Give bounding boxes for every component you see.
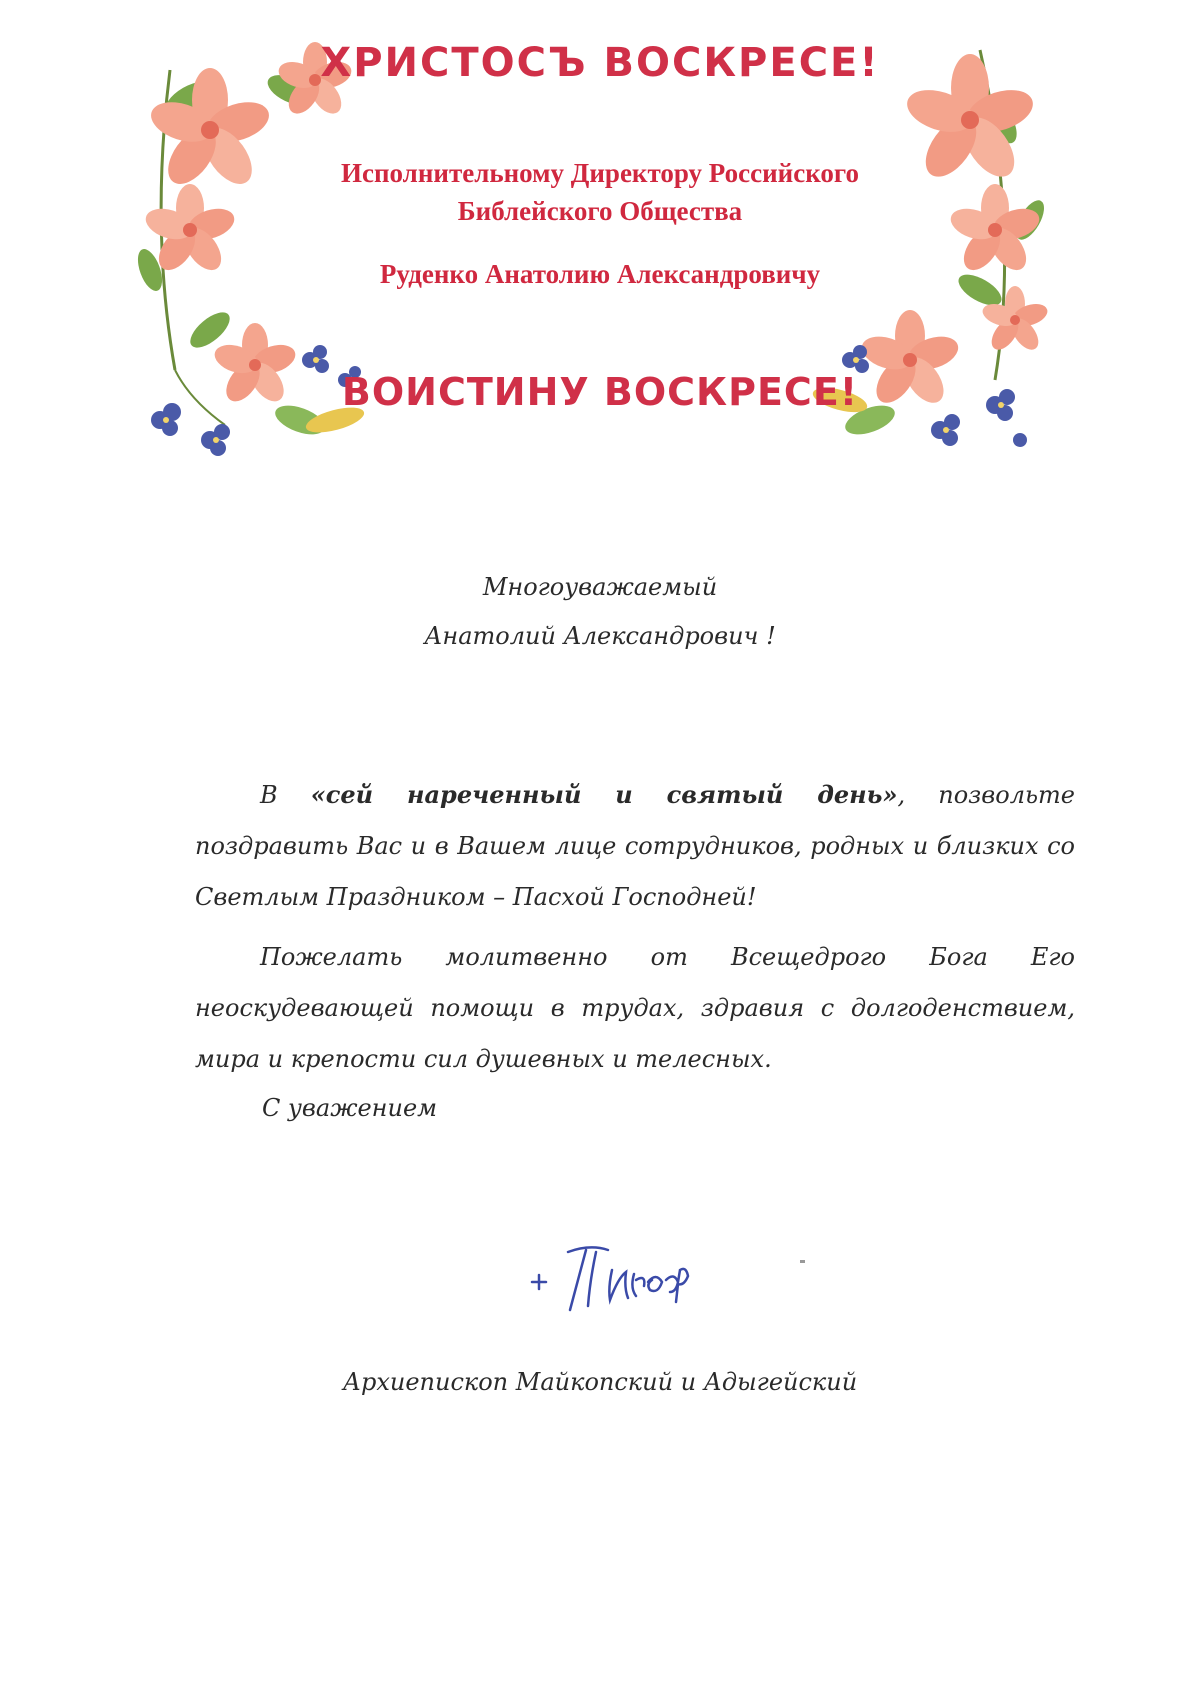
easter-response-heading: ВОИСТИНУ ВОСКРЕСЕ! (341, 370, 859, 414)
recipient-title (250, 154, 950, 230)
paragraph-rest: , позвольте поздравить Вас и в Вашем лице сотрудников, родных и близких со Светлым Праздником – Пасхой Господней! (195, 781, 1076, 911)
salutation-line-2: Анатолий Александрович ! (424, 622, 776, 650)
recipient-line-1: Исполнительному Директору Российского (341, 158, 859, 188)
signer-title: Архиепископ Майкопский и Адыгейский (342, 1368, 858, 1396)
paragraph-quote: «сей нареченный и святый день» (310, 780, 898, 809)
paragraph-wishes: Пожелать молитвенно от Всещедрого Бога Его неоскудевающей помощи в трудах, здравия с долгоденствием, мира и крепости сил душевных и телесных. (195, 943, 1075, 1073)
recipient-name: Руденко Анатолию Александровичу (379, 259, 821, 289)
scan-mark (800, 1260, 805, 1263)
recipient-line-2: Библейского Общества (457, 196, 743, 226)
handwritten-signature (528, 1230, 718, 1320)
closing-phrase: С уважением (262, 1094, 438, 1122)
salutation-line-1: Многоуважаемый (482, 573, 718, 601)
paragraph-congratulation (195, 769, 1075, 923)
easter-greeting-heading: ХРИСТОСЪ ВОСКРЕСЕ! (320, 40, 880, 86)
paragraph-start: В (260, 781, 311, 809)
